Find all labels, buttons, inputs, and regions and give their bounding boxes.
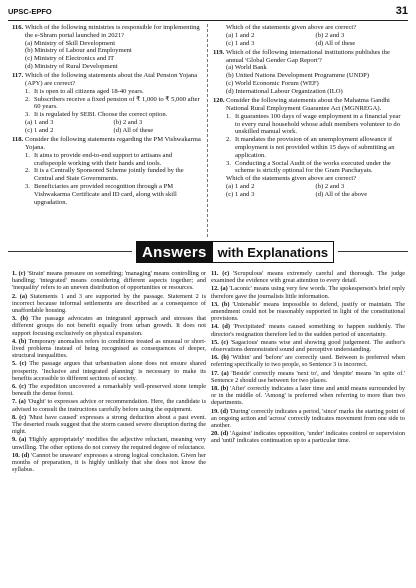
answer-explanation [211,285,405,299]
question-block [213,49,405,96]
explanation-text: 'Cannot be unaware' expresses a strong logical conclusion. Given her months of preparation, it is highly unlikely that she does not know the syllabus. [12,451,207,474]
answers-heading: Answers [136,241,213,263]
question-block [12,136,202,206]
answer-option: (c) 1 and 2 [25,126,54,134]
statement-number: 1. [25,151,30,159]
explanation-text: 'After' correctly indicates a later time and amid means surrounded by or in the middle of. 'Among' is preferred when referring to more than two departments. [211,385,406,407]
answer-option: (d) All of these [113,126,154,134]
question-number: 118. [12,136,24,144]
explanation-text: 'Sagacious' means wise and showing good judgement. The author's observations demonstrated sound and perceptive understanding. [211,338,406,354]
statement-text: Conducting a Social Audit of the works executed under the scheme is strictly optional for the Gram Panchayats. [235,159,391,175]
question-row [12,136,202,152]
answer-explanation [211,385,405,407]
answer-key: 7. (a) [12,398,26,406]
answer-key: 5. (c) [12,360,27,368]
statement-text: It aims to provide end-to-end support to artisans and craftspeople working with their hands and tools. [34,151,173,167]
answer-key: 6. (c) [12,383,27,391]
answer-option: (a) World Bank [226,64,267,72]
column-divider [207,24,208,237]
answer-explanation [211,301,405,323]
statement [12,183,202,206]
statement [213,160,405,176]
question-number: 116. [12,24,24,31]
questions-left-column [12,24,202,208]
question-text: Consider the following statements about the Mahatma Gandhi National Rural Employment Guarantee Act (MGNREGA). [226,97,390,112]
explanation-text: 'Highly appropriately' modifies the adjective reluctant, meaning very unwilling. The other options do not convey the required degree of reluctance. [12,436,206,451]
question-number: 119. [213,48,225,56]
answer-option: (b) 2 and 3 [315,31,345,39]
answers-banner [8,241,408,263]
answer-explanation [12,414,206,436]
statement-number: 2. [25,95,30,103]
statement-text: Subscribers receive a fixed pension of ₹ 1,000 to ₹ 5,000 after 60 years. [34,95,200,111]
statement [12,111,202,119]
answers-right-column [211,270,405,446]
question-row [12,72,202,88]
statement-number: 3. [25,182,30,190]
explanation-text: The passage advocates an integrated approach and stresses that different groups do not benefit equally from urban growth. It does not support focusing exclusively on physical expansion. [12,315,206,337]
page-number: 31 [395,5,408,17]
explanation-text: Temporary anomalies refers to conditions treated as unusual or short-lived problems instead of being recognised as consequences of deeper, structural inequalities. [12,337,207,360]
answer-option: (c) Ministry of Electronics and IT [25,55,115,63]
statement [12,96,202,112]
question-text: Consider the following statements regarding the PM Vishwakarma Yojana. [25,136,201,151]
answer-option: (a) 1 and 3 [25,119,54,127]
answer-explanation [211,430,405,444]
question-row [213,49,405,65]
answer-option: (b) 2 and 3 [315,182,345,190]
answer-explanation [12,293,206,315]
explanation-text: 'Scrupulous' means extremely careful and thorough. The judge examined the evidence with great attention to every detail. [211,270,406,285]
answer-explanation [211,408,405,430]
answer-key: 10. (d) [12,451,30,459]
answer-option: (d) Ministry of Rural Development [25,62,118,70]
answer-explanation [12,360,206,382]
exam-label: UPSC-EPFO [8,7,52,16]
answer-explanation [211,370,405,384]
question-prompt: Which of the statements given above are correct? [226,175,357,183]
answer-key: 17. (a) [211,369,229,377]
statement-text: Beneficiaries are provided recognition through a PM Vishwakarma Certificate and ID card, along with skill upgradation. [34,182,177,206]
answers-title [132,241,338,263]
answer-option: (b) 2 and 3 [113,119,143,127]
question-number: 117. [12,72,24,80]
statement [12,88,202,96]
statement-number: 1. [226,112,231,120]
answer-explanation [211,323,405,337]
explanation-text: 'Ought' to expresses advice or recommendation. Here, the candidate is advised to consult the instructions carefully before using the equipment. [12,398,206,413]
statement [12,152,202,168]
statement-number: 1. [25,87,30,95]
answer-option: (c) 1 and 3 [226,190,255,198]
answer-key: 8. (c) [12,413,27,421]
answer-explanation [211,270,405,284]
statement [213,113,405,136]
statement-text: It mandates the provision of an unemployment allowance if employment is not provided within 15 days of submitting an application. [235,136,395,159]
answer-key: 3. (b) [12,315,28,323]
answer-option: (d) All of these [315,39,356,47]
questions-right-column [213,24,405,200]
answer-key: 19. (d) [211,407,229,415]
answer-key: 4. (b) [12,337,27,345]
explanation-text: 'Precipitated' means caused something to happen suddenly. The director's resignation therefore led to the sudden period of uncertainty. [211,323,405,338]
question-text: Which of the following ministries is responsible for implementing the e-Shram portal launched in 2021? [25,24,200,39]
explanation-text: 'Against' indicates opposition, 'under' indicates control or supervision and 'until' indicates continuation up to a particular time. [211,430,406,445]
question-row [213,24,405,32]
answer-key: 11. (c) [211,270,230,277]
question-block [213,97,405,198]
question-block [12,24,202,71]
statement [213,136,405,159]
answer-explanation [211,354,405,368]
explanations-heading: with Explanations [213,241,335,263]
statement-text: It is a Centrally Sponsored Scheme jointly funded by the Central and State Governments. [34,167,184,183]
answer-explanation [12,383,206,397]
statement-text: It guarantees 100 days of wage employment in a financial year to every rural household whose adult members volunteer to do unskilled manual work. [235,112,401,136]
statement-number: 2. [25,167,30,175]
question-row [213,97,405,113]
question-number [213,24,226,32]
question-text: Which of the following international institutions publishes the annual 'Global Gender Gap Report'? [226,48,390,64]
header-rule [8,20,408,21]
answer-explanation [12,398,206,412]
answer-key: 12. (a) [211,285,228,293]
options-grid [213,183,405,199]
question-number: 120. [213,97,225,105]
page-header [8,6,408,20]
answer-option: (a) Ministry of Skill Development [25,39,116,47]
statement-number: 3. [25,111,30,119]
explanation-text: 'Untenable' means impossible to defend, justify or maintain. The amendment could not be reasonably supported in light of the constitutional provisions. [211,300,406,323]
answers-left-column [12,270,206,474]
answer-option: (c) 1 and 3 [226,39,255,47]
explanation-text: 'Must have caused' expresses a strong deduction about a past event. The deserted roads suggest that the storm caused severe disruption during the night. [12,413,207,436]
question-block [213,24,405,47]
answer-explanation [12,315,206,337]
answer-key: 20. (d) [211,430,229,438]
options-grid [213,32,405,48]
answer-explanation [12,270,206,292]
answer-option: (d) International Labour Organization (ILO) [226,87,343,95]
explanation-text: 'During' correctly indicates a period, 'since' marks the starting point of an ongoing action and 'across' correctly indicates movement from one side to another. [211,407,406,430]
answer-option: (b) United Nations Development Programme (UNDP) [226,72,370,80]
answer-explanation [12,338,206,360]
explanation-text: The expedition uncovered a remarkably well-preserved stone temple beneath the dense forest. [12,383,206,398]
answer-key: 9. (a) [12,436,27,444]
explanation-text: 'Beside' correctly means 'next to', and 'despite' means 'in spite of.' Sentence 2 should use between for two places. [211,369,405,384]
answer-key: 16. (b) [211,354,229,362]
answer-option: (a) 1 and 2 [226,31,255,39]
statement-text: It is open to all citizens aged 18-40 years. [34,87,144,95]
statement-text: It is regulated by SEBI. Choose the correct option. [34,111,168,119]
answer-option: (a) 1 and 2 [226,182,255,190]
answer-key: 1. (c) [12,270,26,277]
answer-option: (c) World Economic Forum (WEF) [226,80,319,88]
answer-key: 2. (a) [12,292,28,300]
answer-explanation [12,452,206,474]
explanation-text: 'Laconic' means using very few words. The spokesperson's brief reply therefore gave the journalists little information. [211,285,405,300]
answer-key: 13. (b) [211,300,230,308]
statement-number: 3. [226,159,231,167]
answer-explanation [12,436,206,450]
answer-option: (d) All of the above [315,190,368,198]
question-text: Which of the statements given above are correct? [226,24,357,31]
answer-key: 15. (c) [211,338,229,346]
answer-key: 18. (b) [211,385,229,393]
explanation-text: 'Within' and 'before' are correctly used. Between is preferred when referring specifically to two people, so Sentence 3 is incorrect. [211,354,405,369]
question-row [12,24,202,40]
explanation-text: 'Strain' means pressure on something; 'managing' means controlling or handling; 'integrated' means considering different aspects together; and 'inequality' refers to an uneven distribution of opportunities or resources. [12,270,207,292]
statement [12,167,202,183]
options-grid [12,119,202,135]
answer-option: (b) Ministry of Labour and Employment [25,47,132,55]
explanation-text: The passage argues that urbanisation alone does not ensure shared prosperity. 'Inclusive and integrated planning' is necessary to make its benefits accessible to different sections of society. [12,360,206,382]
question-text: Which of the following statements about the Atal Pension Yojana (APY) are correct? [25,72,198,88]
question-block [12,72,202,134]
statement-number: 2. [226,136,231,144]
explanation-text: Statements 1 and 3 are supported by the passage. Statement 2 is incorrect because informal settlements are described as a consequence of unaffordable housing. [12,292,207,315]
answer-explanation [211,339,405,353]
answer-key: 14. (d) [211,323,230,331]
